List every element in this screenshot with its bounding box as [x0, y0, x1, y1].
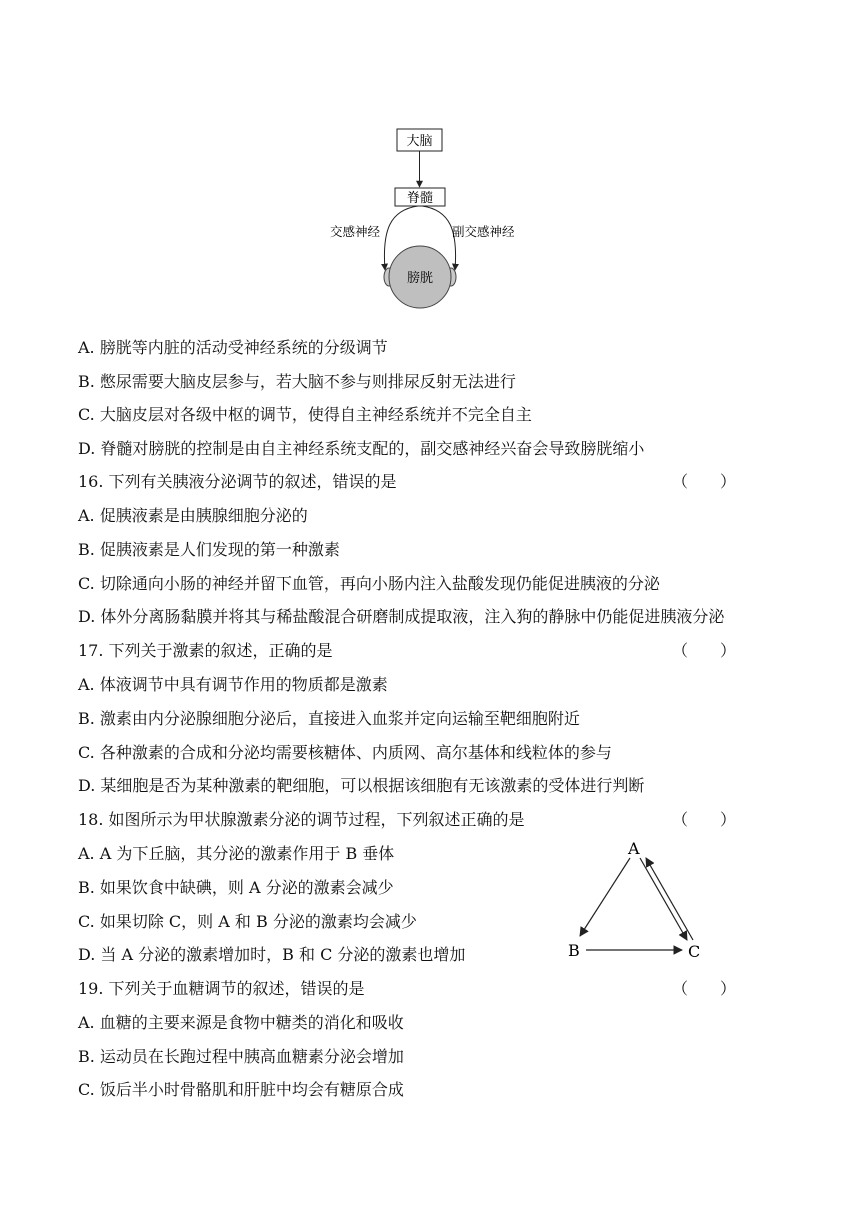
q16-option-d: D. 体外分离肠黏膜并将其与稀盐酸混合研磨制成提取液，注入狗的静脉中仍能促进胰液分泌	[78, 607, 725, 626]
spinal-cord-label: 脊髓	[406, 191, 434, 206]
q17-option-d: D. 某细胞是否为某种激素的靶细胞，可以根据该细胞有无该激素的受体进行判断	[78, 776, 645, 795]
q16-stem: 16. 下列有关胰液分泌调节的叙述，错误的是	[78, 472, 397, 491]
arrow-a-to-c	[640, 858, 687, 940]
node-c-label: C	[688, 942, 701, 961]
q16-option-a: A. 促胰液素是由胰腺细胞分泌的	[78, 506, 308, 525]
bladder-control-diagram	[320, 120, 540, 320]
q18-option-c: C. 如果切除 C，则 A 和 B 分泌的激素均会减少	[78, 912, 417, 931]
q16-option-c: C. 切除通向小肠的神经并留下血管，再向小肠内注入盐酸发现仍能促进胰液的分泌	[78, 574, 660, 593]
sympathetic-label: 交感神经	[330, 224, 381, 239]
q17-stem: 17. 下列关于激素的叙述，正确的是	[78, 641, 333, 660]
q17-option-b: B. 激素由内分泌腺细胞分泌后，直接进入血浆并定向运输至靶细胞附近	[78, 709, 580, 728]
bladder-label: 膀胱	[406, 271, 434, 286]
q17-option-a: A. 体液调节中具有调节作用的物质都是激素	[78, 675, 388, 694]
thyroid-regulation-diagram	[560, 836, 720, 966]
q18-option-d: D. 当 A 分泌的激素增加时，B 和 C 分泌的激素也增加	[78, 945, 466, 964]
q19-option-c: C. 饭后半小时骨骼肌和肝脏中均会有糖原合成	[78, 1080, 404, 1099]
q16-answer-paren: （ ）	[672, 472, 737, 491]
q15-option-a: A. 膀胱等内脏的活动受神经系统的分级调节	[78, 338, 388, 357]
q15-option-b: B. 憋尿需要大脑皮层参与，若大脑不参与则排尿反射无法进行	[78, 372, 516, 391]
q19-option-b: B. 运动员在长跑过程中胰高血糖素分泌会增加	[78, 1047, 404, 1066]
brain-label: 大脑	[406, 134, 433, 149]
q19-answer-paren: （ ）	[672, 979, 737, 998]
q16-option-b: B. 促胰液素是人们发现的第一种激素	[78, 540, 340, 559]
node-a-label: A	[628, 839, 640, 858]
node-b-label: B	[568, 941, 580, 960]
q19-stem: 19. 下列关于血糖调节的叙述，错误的是	[78, 979, 365, 998]
arrow-c-to-a	[646, 858, 693, 940]
q18-option-b: B. 如果饮食中缺碘，则 A 分泌的激素会减少	[78, 878, 394, 897]
q19-option-a: A. 血糖的主要来源是食物中糖类的消化和吸收	[78, 1013, 404, 1032]
q18-stem: 18. 如图所示为甲状腺激素分泌的调节过程，下列叙述正确的是	[78, 810, 525, 829]
q15-option-d: D. 脊髓对膀胱的控制是由自主神经系统支配的，副交感神经兴奋会导致膀胱缩小	[78, 439, 645, 458]
arrow-a-to-b	[580, 858, 630, 936]
parasympathetic-label: 副交感神经	[452, 224, 515, 239]
q18-answer-paren: （ ）	[672, 810, 737, 829]
q15-option-c: C. 大脑皮层对各级中枢的调节，使得自主神经系统并不完全自主	[78, 405, 532, 424]
q17-option-c: C. 各种激素的合成和分泌均需要核糖体、内质网、高尔基体和线粒体的参与	[78, 743, 612, 762]
q17-answer-paren: （ ）	[672, 641, 737, 660]
q18-option-a: A. A 为下丘脑，其分泌的激素作用于 B 垂体	[78, 844, 395, 863]
